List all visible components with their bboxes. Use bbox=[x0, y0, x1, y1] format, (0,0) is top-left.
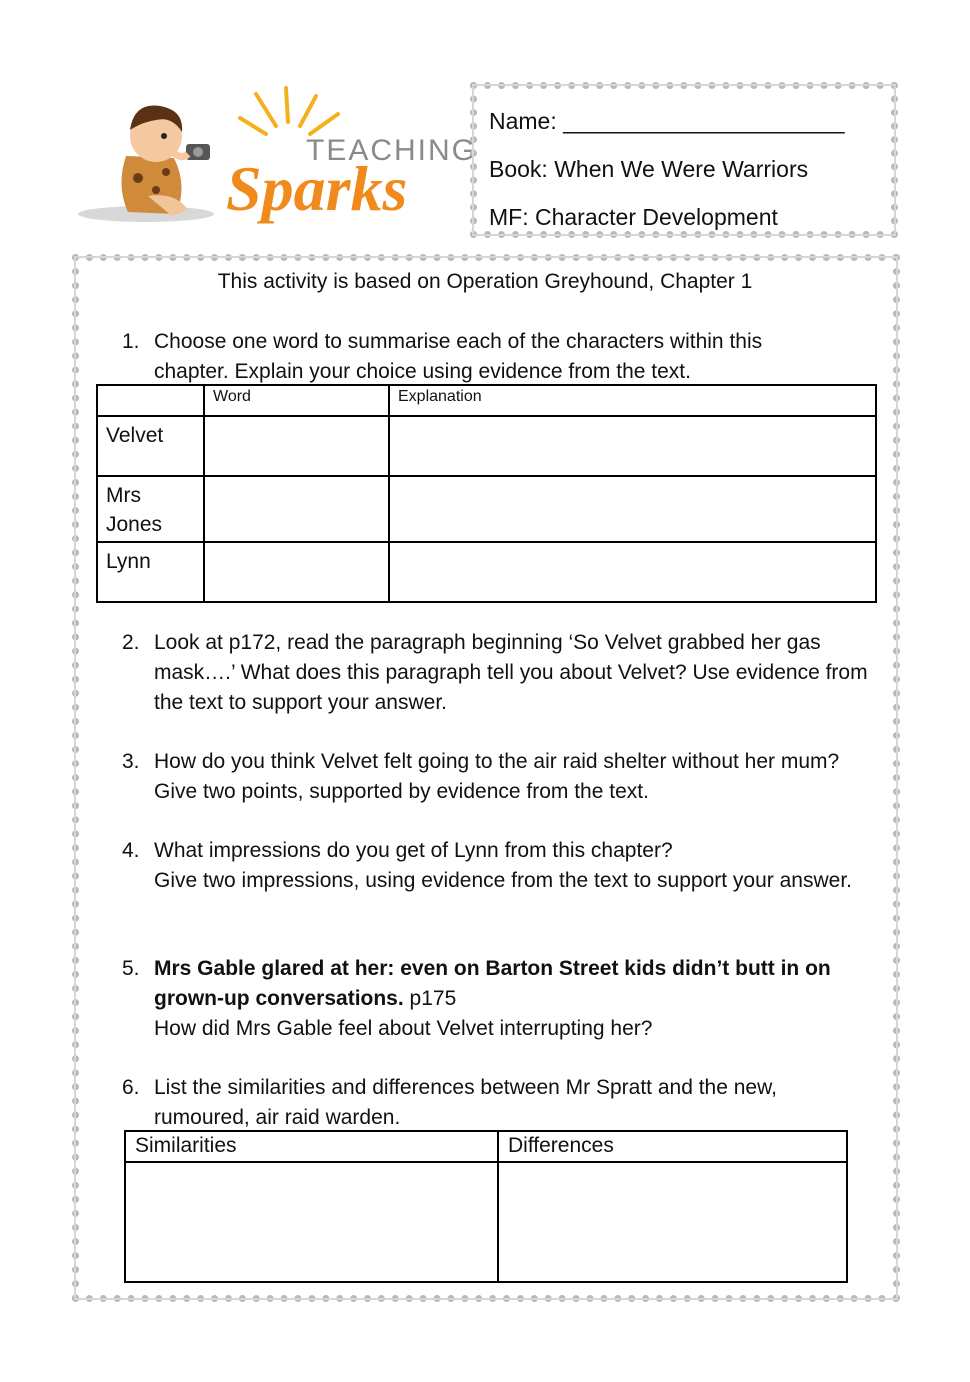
compare-table bbox=[124, 1130, 848, 1283]
question-text: How did Mrs Gable feel about Velvet interrupting her? bbox=[154, 1017, 653, 1040]
focus-label: MF: Character Development bbox=[489, 204, 778, 230]
table-header-cell: Word bbox=[204, 385, 389, 416]
word-cell[interactable] bbox=[204, 476, 389, 542]
question-4 bbox=[122, 836, 882, 896]
page-reference: p175 bbox=[403, 987, 457, 1010]
table-row bbox=[97, 416, 876, 476]
character-name: Mrs bbox=[106, 484, 141, 507]
question-number: 2. bbox=[122, 631, 140, 654]
question-text: Look at p172, read the paragraph beginning ‘So Velvet grabbed her gas mask….’ What does this paragraph tell you about Velvet? Use evidence from the text to support your answer. bbox=[154, 631, 868, 714]
character-name-cell bbox=[97, 476, 204, 542]
differences-cell[interactable] bbox=[498, 1162, 847, 1282]
name-field-label[interactable]: Name: ______________________ bbox=[489, 108, 845, 134]
question-text: How do you think Velvet felt going to the air raid shelter without her mum? Give two points, supported by evidence from the text. bbox=[154, 750, 840, 803]
word-cell[interactable] bbox=[204, 416, 389, 476]
character-table bbox=[96, 384, 877, 603]
character-name: Jones bbox=[106, 513, 163, 536]
question-text: List the similarities and differences between Mr Spratt and the new, bbox=[154, 1076, 777, 1099]
table-row bbox=[97, 476, 876, 542]
question-number: 5. bbox=[122, 957, 140, 980]
quote-text: Mrs Gable glared at her: even on Barton Street kids didn’t butt in on grown-up conversations. bbox=[154, 957, 831, 1010]
student-info-box bbox=[470, 82, 898, 238]
character-name: Lynn bbox=[106, 550, 151, 573]
question-text: chapter. Explain your choice using evidence from the text. bbox=[154, 360, 691, 383]
table-header-cell: Explanation bbox=[389, 385, 876, 416]
differences-header: Differences bbox=[498, 1131, 847, 1162]
table-row bbox=[125, 1162, 847, 1282]
question-number: 1. bbox=[122, 330, 140, 353]
question-5 bbox=[122, 954, 882, 1044]
question-text: Choose one word to summarise each of the characters within this bbox=[154, 330, 763, 353]
question-6 bbox=[122, 1073, 882, 1133]
explanation-cell[interactable] bbox=[389, 476, 876, 542]
book-label: Book: When We Were Warriors bbox=[489, 156, 809, 182]
word-cell[interactable] bbox=[204, 542, 389, 602]
logo-text-teaching: TEACHING bbox=[306, 134, 478, 167]
logo-text-sparks: Sparks bbox=[226, 153, 408, 224]
character-name-cell bbox=[97, 542, 204, 602]
question-1 bbox=[122, 327, 882, 387]
table-row bbox=[97, 542, 876, 602]
explanation-cell[interactable] bbox=[389, 416, 876, 476]
similarities-header: Similarities bbox=[125, 1131, 498, 1162]
table-header-cell bbox=[97, 385, 204, 416]
similarities-cell[interactable] bbox=[125, 1162, 498, 1282]
question-3 bbox=[122, 747, 882, 807]
question-number: 6. bbox=[122, 1076, 140, 1099]
question-2 bbox=[122, 628, 882, 718]
character-name-cell bbox=[97, 416, 204, 476]
question-text: What impressions do you get of Lynn from this chapter? bbox=[154, 839, 673, 862]
question-number: 4. bbox=[122, 839, 140, 862]
question-text: rumoured, air raid warden. bbox=[154, 1106, 401, 1129]
question-number: 3. bbox=[122, 750, 140, 773]
question-text: Give two impressions, using evidence from the text to support your answer. bbox=[154, 869, 852, 892]
character-name: Velvet bbox=[106, 424, 164, 447]
teaching-sparks-logo bbox=[76, 86, 478, 236]
activity-note: This activity is based on Operation Greyhound, Chapter 1 bbox=[217, 270, 753, 293]
explanation-cell[interactable] bbox=[389, 542, 876, 602]
